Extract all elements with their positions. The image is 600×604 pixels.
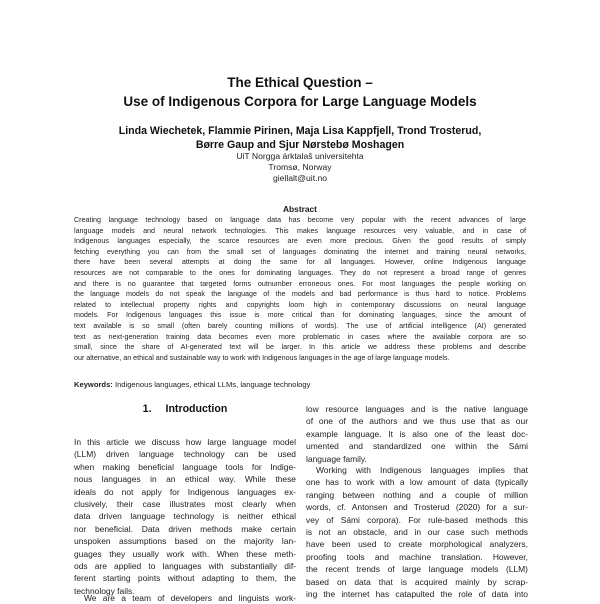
section-number: 1. bbox=[142, 403, 152, 415]
abstract-line: the language models do not speak the language of the models and bad performance is thus hard to notice. Problems bbox=[74, 290, 526, 299]
text-line: In this article we discuss how large language model bbox=[74, 437, 296, 447]
text-line: data driven language technology is neither ethical bbox=[74, 511, 296, 522]
authors-line-1: Linda Wiechetek, Flammie Pirinen, Maja Lisa Kappfjell, Trond Trosterud, bbox=[118, 125, 482, 137]
text-line: ideals do not apply for Indigenous languages ex- bbox=[74, 486, 296, 497]
paper-title bbox=[0, 73, 600, 111]
keywords bbox=[74, 379, 526, 390]
intro-right-paragraph-2 bbox=[306, 464, 528, 600]
text-line: technology fails. bbox=[74, 585, 135, 596]
text-line: example language. It is also one of the least doc- bbox=[306, 428, 528, 439]
affiliation-email[interactable]: giellalt@uit.no bbox=[272, 173, 328, 183]
authors-line-2: Børre Gaup and Sjur Nørstebø Moshagen bbox=[195, 139, 405, 151]
text-line: when making beneficial language tools for Indige- bbox=[74, 461, 296, 472]
abstract-line: our alternative, an ethical and sustainable way to work with Indigenous languages in the age of large language models. bbox=[74, 353, 450, 362]
text-line: Working with Indigenous languages implies that bbox=[316, 465, 528, 475]
text-line: one has to work with a low amount of data (typically bbox=[306, 477, 528, 488]
affiliation-institution: UiT Norgga árktalaš universitehta bbox=[236, 151, 364, 161]
abstract-line: related to intellectual property rights and copyrights loom high in contemporary discussions on neural language bbox=[74, 300, 526, 309]
text-line: nor beneficial. Data driven methods make certain bbox=[74, 523, 296, 534]
author-list bbox=[0, 124, 600, 152]
text-line: ranging between nothing and a couple of million bbox=[306, 489, 528, 500]
text-line: ods are applied to languages with substantially dif- bbox=[74, 561, 296, 572]
text-line: guages they usually work with. When these meth- bbox=[74, 548, 296, 559]
text-line: language family. bbox=[306, 453, 367, 464]
text-line: umented and standardized one within the Sámi bbox=[306, 441, 528, 452]
text-line: of one of the authors and we thus use that as our bbox=[306, 416, 528, 427]
text-line: words, cf. Antonsen and Trosterud (2020) for a sur- bbox=[306, 502, 528, 513]
text-line: (LLM) driven language technology can be used bbox=[74, 449, 296, 460]
abstract-line: text available is so small (often barely counting millions of words). The use of artificial intelligence (AI) generated bbox=[74, 321, 526, 330]
text-line: is not an obstacle, and in our case such methods bbox=[306, 527, 528, 538]
abstract-line: fetching everything you can from the small set of languages dominating the internet and training neural networks, bbox=[74, 247, 526, 256]
keywords-text: Indigenous languages, ethical LLMs, language technology bbox=[114, 380, 311, 389]
abstract-line: text as next-generation training data becomes even more problematic in cases where the available corpora are so bbox=[74, 332, 526, 341]
text-line: based on data that is acquired mainly by scrap- bbox=[306, 576, 528, 587]
affiliation-location: Tromsø, Norway bbox=[268, 162, 332, 172]
abstract-line: and there is no guarantee that targeted forms outnumber erroneous ones. For most languages the people working on bbox=[74, 279, 526, 288]
text-line: We are a team of developers and linguists work- bbox=[84, 593, 296, 603]
abstract-line: models. For Indigenous languages this issue is more critical than for dominating languages, since the amount of bbox=[74, 311, 526, 320]
abstract-body bbox=[74, 215, 526, 363]
abstract-line: language models and neural network technologies. This makes language resources very valuable, and in case of bbox=[74, 226, 526, 235]
section-heading-introduction bbox=[74, 402, 296, 416]
affiliation bbox=[0, 151, 600, 184]
intro-right-paragraph-1 bbox=[306, 403, 528, 465]
abstract-line: resources are not comparable to the ones for dominating languages. They do not represent a broad range of genres bbox=[74, 268, 526, 277]
keywords-label: Keywords: bbox=[74, 380, 113, 389]
text-line: ing the internet has catapulted the role of data into bbox=[306, 589, 528, 600]
text-line: vey of Sámi corpora). For rule-based methods this bbox=[306, 514, 528, 525]
intro-left-paragraph-1 bbox=[74, 436, 296, 597]
text-line: the recent trends of large language models (LLM) bbox=[306, 564, 528, 575]
abstract-line: there have been several attempts at doing the same for all languages. However, online Indigenous language bbox=[74, 258, 526, 267]
text-line: ferent starting points without adapting to them, the bbox=[74, 573, 296, 584]
title-line-1: The Ethical Question – bbox=[227, 75, 373, 90]
abstract-line: Indigenous languages especially, the scarce resources are even more precious. Given the good results of simply bbox=[74, 237, 526, 246]
text-line: have been used to create morphological analyzers, bbox=[306, 539, 528, 550]
title-line-2: Use of Indigenous Corpora for Large Language Models bbox=[123, 94, 477, 109]
abstract-line: Creating language technology based on language data has become very popular with the recent advances of large bbox=[74, 216, 526, 224]
abstract-line: small, since the share of AI-generated text will be larger. In this article we address these problems and describe bbox=[74, 343, 526, 352]
abstract-heading: Abstract bbox=[283, 204, 317, 214]
text-line: low resource languages and is the native language bbox=[306, 404, 528, 414]
intro-left-paragraph-2 bbox=[74, 592, 296, 604]
text-line: proofing tools and machine translation. However, bbox=[306, 551, 528, 562]
section-title: Introduction bbox=[165, 403, 228, 415]
text-line: nous languages in an ethical way. While these bbox=[74, 474, 296, 485]
text-line: clusively, their case illustrates most clearly when bbox=[74, 499, 296, 510]
text-line: unspoken assumptions based on the majority lan- bbox=[74, 536, 296, 547]
